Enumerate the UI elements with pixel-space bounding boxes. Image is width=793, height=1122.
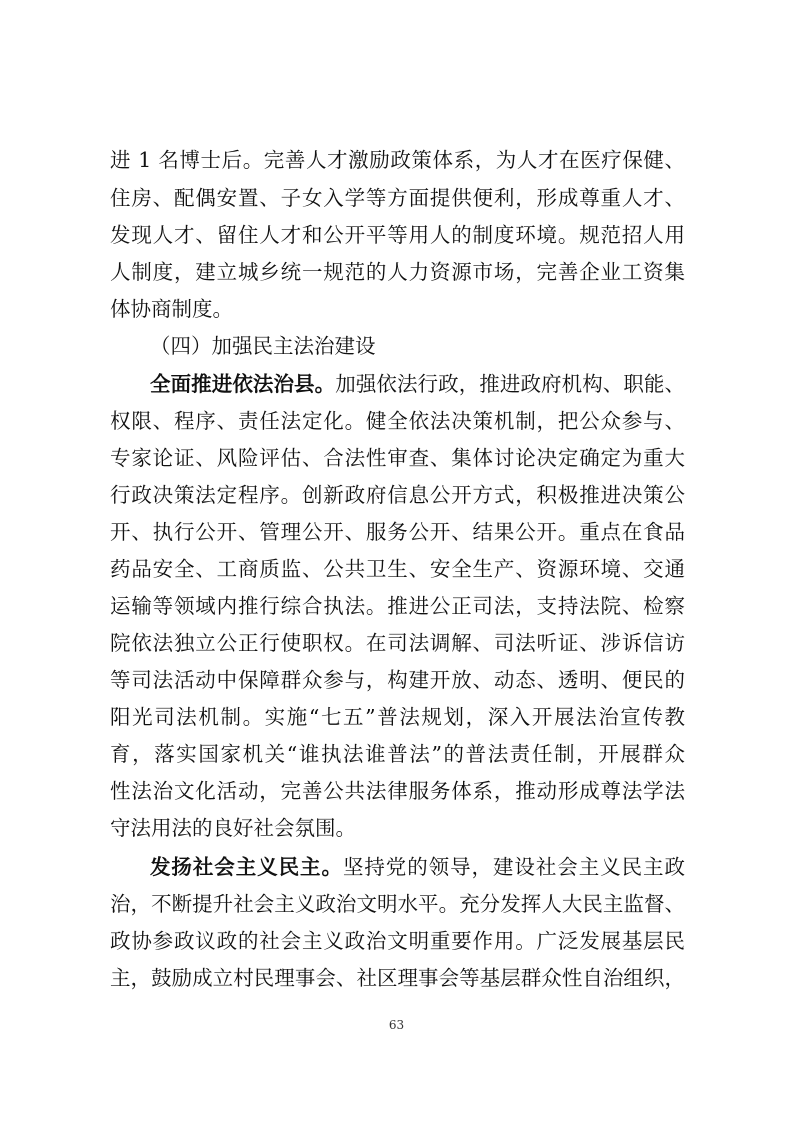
section-heading: （四）加强民主法治建设 xyxy=(150,334,376,358)
paragraph-3-line-2: 治，不断提升社会主义政治文明水平。充分发挥人大民主监督、 xyxy=(110,892,685,916)
paragraph-3-lead: 发扬社会主义民主。 xyxy=(150,855,343,879)
paragraph-1-line-4: 人制度，建立城乡统一规范的人力资源市场，完善企业工资集 xyxy=(110,260,685,284)
paragraph-3-first-line-rest: 坚持党的领导，建设社会主义民主政 xyxy=(342,855,685,879)
paragraph-2-first-line-rest: 加强依法行政，推进政府机构、职能、 xyxy=(335,372,686,396)
paragraph-2-line-5: 开、执行公开、管理公开、服务公开、结果公开。重点在食品 xyxy=(110,520,685,544)
paragraph-2-line-11: 育，落实国家机关“谁执法谁普法”的普法责任制，开展群众 xyxy=(110,742,685,766)
paragraph-2-line-1 xyxy=(150,366,685,402)
paragraph-2-line-6: 药品安全、工商质监、公共卫生、安全生产、资源环境、交通 xyxy=(110,557,685,581)
paragraph-2-line-4: 行政决策法定程序。创新政府信息公开方式，积极推进决策公 xyxy=(110,483,685,507)
paragraph-1-line-2: 住房、配偶安置、子女入学等方面提供便利，形成尊重人才、 xyxy=(110,186,685,210)
paragraph-1-line-5: 体协商制度。 xyxy=(110,297,233,321)
paragraph-3-line-3: 政协参政议政的社会主义政治文明重要作用。广泛发展基层民 xyxy=(110,929,685,953)
paragraph-2-line-7: 运输等领域内推行综合执法。推进公正司法，支持法院、检察 xyxy=(110,594,685,618)
paragraph-1-line-1: 进 1 名博士后。完善人才激励政策体系，为人才在医疗保健、 xyxy=(110,148,685,172)
page-number: 63 xyxy=(388,1018,405,1032)
paragraph-2-line-2: 权限、程序、责任法定化。健全依法决策机制，把公众参与、 xyxy=(110,409,685,433)
paragraph-2-line-13: 守法用法的良好社会氛围。 xyxy=(110,816,356,840)
paragraph-2-line-3: 专家论证、风险评估、合法性审查、集体讨论决定确定为重大 xyxy=(110,446,685,470)
paragraph-3-line-1 xyxy=(150,849,685,885)
paragraph-2-line-12: 性法治文化活动，完善公共法律服务体系，推动形成尊法学法 xyxy=(110,779,685,803)
paragraph-2-line-10: 阳光司法机制。实施“七五”普法规划，深入开展法治宣传教 xyxy=(110,705,685,729)
paragraph-2-line-9: 等司法活动中保障群众参与，构建开放、动态、透明、便民的 xyxy=(110,668,685,692)
paragraph-2-lead: 全面推进依法治县。 xyxy=(150,372,336,396)
paragraph-3-line-4: 主，鼓励成立村民理事会、社区理事会等基层群众性自治组织， xyxy=(110,966,685,990)
paragraph-1-line-3: 发现人才、留住人才和公开平等用人的制度环境。规范招人用 xyxy=(110,223,685,247)
paragraph-2-line-8: 院依法独立公正行使职权。在司法调解、司法听证、涉诉信访 xyxy=(110,631,685,655)
